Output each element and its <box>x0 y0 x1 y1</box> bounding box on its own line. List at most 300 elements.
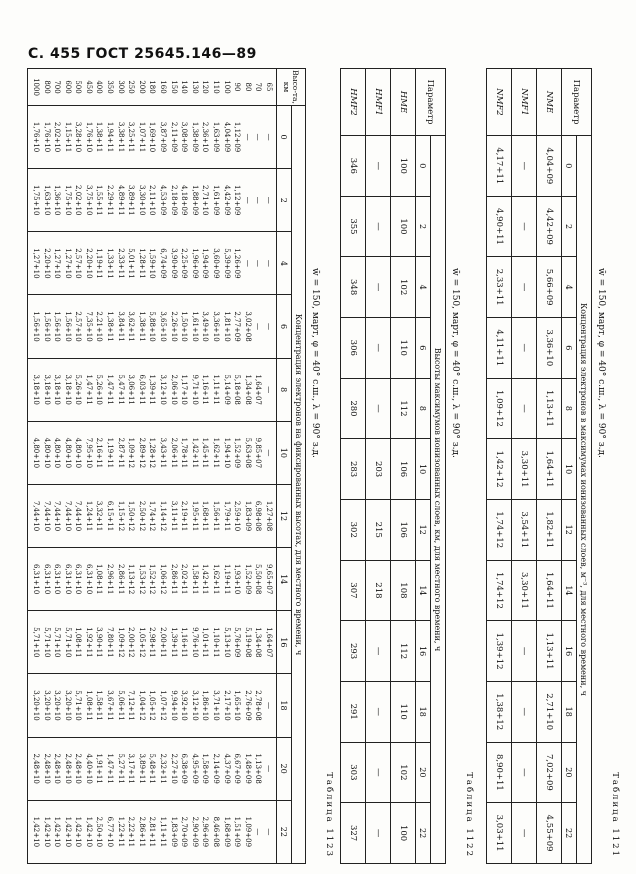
table-cell: — <box>265 386 273 394</box>
table-cell: 6,31+10 <box>63 563 72 595</box>
page-header: С. 455 ГОСТ 25645.146—89 <box>28 46 257 62</box>
table-cell: 3,17+11 <box>127 753 136 784</box>
table-cell: 1,59+10 <box>148 248 157 279</box>
table-cell: 1,56+10 <box>31 311 40 342</box>
table-cell: 7,44+10 <box>31 500 40 532</box>
table-cell: 1,56+11 <box>212 500 221 532</box>
table-cell: — <box>512 317 537 378</box>
hour-header: 8 <box>416 378 431 439</box>
table-cell: 1,34+08 <box>243 374 252 405</box>
table-cell: 9,65+07 <box>265 563 273 595</box>
table-cell: 4,80+10 <box>31 437 40 469</box>
table-cell: 291 <box>341 681 366 742</box>
table-cell: 1,39+11 <box>148 374 157 405</box>
table-cell: 2,11+10 <box>148 185 157 216</box>
table-cell: 1,47+11 <box>106 753 115 784</box>
table-cell: 2,98+11 <box>148 627 157 658</box>
table-cell: 1,42+10 <box>63 816 72 848</box>
table-cell: 5,27+11 <box>116 753 125 784</box>
hour-header: 22 <box>277 800 292 863</box>
table-cell: 1,94+10 <box>222 437 231 469</box>
table-cell: — <box>512 257 537 318</box>
hour-header: 18 <box>277 674 292 737</box>
table-cell: 2,14+09 <box>212 753 221 784</box>
table-cell: 5,71+10 <box>74 690 83 721</box>
table-cell: — <box>265 765 273 773</box>
table-cell: 1,42+10 <box>84 816 93 848</box>
table-cell: 1,04+12 <box>137 690 146 721</box>
table-cell: — <box>254 323 263 331</box>
table-cell: 6,67+09 <box>233 753 242 784</box>
table-cell: — <box>366 803 391 864</box>
table-cell: 1,27+10 <box>63 248 72 279</box>
table-cell: 1,83+09 <box>243 500 252 532</box>
table-cell: 5,66+09 <box>537 257 562 318</box>
table-cell: 1,51+09 <box>233 816 242 848</box>
table-cell: 2,71+10 <box>201 185 210 216</box>
table-cell: 2,36+10 <box>201 121 210 153</box>
height-value: 500 <box>74 80 83 94</box>
table-cell: 5,47+11 <box>116 374 125 405</box>
value-column <box>28 169 277 232</box>
table-cell: 2,96+11 <box>106 563 115 595</box>
table-cell: 3,20+10 <box>63 690 72 721</box>
table-cell: 2,33+11 <box>487 257 512 318</box>
table-cell: 3,60+09 <box>212 248 221 279</box>
table-cell: — <box>366 196 391 257</box>
table-cell: 5,63+08 <box>243 437 252 469</box>
table-cell: 5,18+08 <box>233 374 242 405</box>
table-cell: 4,04+09 <box>222 121 231 153</box>
table-cell: 5,50+08 <box>254 563 263 595</box>
table-cell: 2,70+09 <box>180 816 189 848</box>
table-cell: 5,39+09 <box>222 248 231 279</box>
hour-header: 6 <box>562 317 577 378</box>
height-value: 250 <box>127 80 136 94</box>
table-cell: 3,43+11 <box>159 437 168 469</box>
table-cell: 1,38+11 <box>106 311 115 342</box>
row-param-name: HME <box>391 69 416 136</box>
table-cell: 1,63+10 <box>42 185 51 216</box>
table-cell: 1,61+09 <box>212 185 221 216</box>
table-cell: 1,38+09 <box>190 121 199 153</box>
table-cell: 4,42+09 <box>222 185 231 216</box>
table-cell: 1,05+12 <box>148 690 157 721</box>
table-cell: 4,04+09 <box>537 136 562 197</box>
table-cell: 1,47+11 <box>84 374 93 405</box>
value-column <box>28 421 277 484</box>
t3-height-header: Высо-та, км <box>277 69 306 106</box>
table-cell: 6,31+10 <box>31 563 40 595</box>
table-cell: 2,59+10 <box>233 500 242 532</box>
table-cell: 4,80+10 <box>42 437 51 469</box>
table-cell: 6,77+10 <box>106 816 115 848</box>
value-column <box>28 611 277 674</box>
value-column <box>28 800 277 863</box>
table-cell: 1,09+09 <box>243 816 252 848</box>
table-1123-grid <box>27 68 306 864</box>
table-cell: 2,86+11 <box>116 563 125 595</box>
table-cell: 1,08+11 <box>74 627 83 658</box>
table-cell: 4,42+09 <box>537 196 562 257</box>
table-cell: 2,16+11 <box>95 437 104 469</box>
table-cell: 112 <box>391 621 416 682</box>
table-cell: 1,74+12 <box>487 560 512 621</box>
table-cell: 3,18+10 <box>53 374 62 405</box>
table-cell: 1,08+11 <box>95 563 104 595</box>
table-cell: 1,12+09 <box>233 185 242 216</box>
hour-header: 20 <box>562 742 577 803</box>
hour-header: 14 <box>562 560 577 621</box>
table-cell: — <box>366 742 391 803</box>
table-cell: 3,12+10 <box>159 374 168 405</box>
table-cell: 1,50+12 <box>127 500 136 532</box>
table-cell: 3,18+10 <box>42 374 51 405</box>
table-row <box>341 69 366 864</box>
hour-header: 16 <box>277 611 292 674</box>
table-cell: — <box>366 681 391 742</box>
table-cell: 3,20+10 <box>53 690 62 721</box>
table-cell: 1,19+11 <box>106 437 115 469</box>
table-cell: 1,15+11 <box>63 121 72 153</box>
hour-header: 4 <box>277 232 292 295</box>
table-cell: 2,18+09 <box>169 185 178 216</box>
table-cell: — <box>265 196 273 204</box>
table-cell: 4,89+11 <box>116 185 125 216</box>
table-cell: 5,13+10 <box>222 627 231 658</box>
table-cell: 2,48+10 <box>74 753 83 784</box>
height-value: 150 <box>169 80 178 94</box>
table-cell: 2,27+10 <box>169 753 178 784</box>
row-param-name: HMF2 <box>341 69 366 136</box>
heights-column <box>28 69 277 106</box>
table-cell: 1,42+11 <box>190 437 199 469</box>
height-value: 180 <box>148 80 157 94</box>
table-cell: 2,57+10 <box>74 311 83 342</box>
table-cell: 1,07+11 <box>137 121 146 153</box>
table-cell: — <box>512 803 537 864</box>
table-cell: 8,90+11 <box>487 742 512 803</box>
table-cell: 1,13+12 <box>127 563 136 595</box>
table-cell: — <box>243 133 252 141</box>
table-cell: 2,32+11 <box>159 753 168 784</box>
row-param-name: NME <box>537 69 562 136</box>
height-value: 450 <box>84 80 93 94</box>
table-cell: 2,86+11 <box>169 563 178 595</box>
table-cell: 5,26+10 <box>74 374 83 405</box>
hour-header: 2 <box>416 196 431 257</box>
table-cell: 2,87+11 <box>116 437 125 469</box>
table-cell: 3,92+10 <box>180 690 189 721</box>
table-cell: 2,06+10 <box>169 374 178 405</box>
table-cell: 110 <box>391 317 416 378</box>
table-1122-grid <box>340 68 446 864</box>
table-cell: 1,12+09 <box>233 121 242 153</box>
table-cell: 6,31+10 <box>42 563 51 595</box>
table-cell: 1,79+11 <box>222 500 231 532</box>
table-cell: 1,01+11 <box>201 627 210 658</box>
t3-span-header: Концентрация электронов на фиксированных высотах, для местного времени, ч <box>292 106 306 864</box>
table-cell: 346 <box>341 136 366 197</box>
table-cell: 1,27+08 <box>265 500 273 532</box>
table-cell: 1,11+11 <box>212 374 221 405</box>
table-cell: 2,29+11 <box>106 185 115 216</box>
table-cell: 1,58+09 <box>201 753 210 784</box>
table-cell: 3,30+10 <box>137 185 146 216</box>
hour-header: 16 <box>562 621 577 682</box>
table-cell: 327 <box>341 803 366 864</box>
table-cell: 1,52+09 <box>233 437 242 469</box>
table-cell: 1,76+10 <box>84 121 93 153</box>
table-cell: 348 <box>341 257 366 318</box>
hour-header: 2 <box>277 169 292 232</box>
table-cell: 1,58+11 <box>95 690 104 721</box>
table-cell: 1,94+09 <box>201 248 210 279</box>
table-cell: 2,48+10 <box>31 753 40 784</box>
table-cell: 2,48+10 <box>42 753 51 784</box>
table-cell: 4,11+11 <box>487 317 512 378</box>
table-cell: 9,76+10 <box>190 627 199 658</box>
table-cell: 1,68+09 <box>222 816 231 848</box>
hour-header: 2 <box>562 196 577 257</box>
table-cell: 7,44+10 <box>42 500 51 532</box>
hour-header: 18 <box>416 681 431 742</box>
table-cell: 6,31+10 <box>84 563 93 595</box>
table-cell: 2,00+11 <box>159 627 168 658</box>
table-cell: 303 <box>341 742 366 803</box>
table-cell: 7,02+09 <box>537 742 562 803</box>
table-cell: 3,36+10 <box>537 317 562 378</box>
table-cell: 2,89+12 <box>137 437 146 469</box>
table-cell: 1,08+11 <box>84 690 93 721</box>
table-cell: 3,75+10 <box>84 185 93 216</box>
table-cell: 2,20+10 <box>42 248 51 279</box>
table-row <box>366 69 391 864</box>
table-cell: 1,63+09 <box>212 121 221 153</box>
table-cell: 1,52+09 <box>243 563 252 595</box>
table-cell: 9,71+10 <box>190 374 199 405</box>
table-cell: — <box>512 136 537 197</box>
table-cell: 1,81+10 <box>222 311 231 342</box>
table-cell: 1,09+12 <box>127 437 136 469</box>
table-cell: 1,42+10 <box>31 816 40 848</box>
hour-header: 18 <box>562 681 577 742</box>
table-cell: 2,76+09 <box>243 690 252 721</box>
table-cell: 1,64+11 <box>537 560 562 621</box>
table-cell: 5,88+10 <box>148 311 157 342</box>
table-cell: 6,38+09 <box>180 753 189 784</box>
table-cell: 1,06+12 <box>159 563 168 595</box>
hour-header: 6 <box>416 317 431 378</box>
t2-param-header: Параметр <box>416 69 446 136</box>
table-cell: 3,03+11 <box>487 803 512 864</box>
table-cell: 2,21+10 <box>95 311 104 342</box>
table-cell: — <box>265 323 273 331</box>
table-cell: 1,39+11 <box>169 627 178 658</box>
height-value: 700 <box>53 80 62 94</box>
table-cell: 1,13+11 <box>537 621 562 682</box>
table-cell: 1,17+10 <box>180 374 189 405</box>
table-cell: 3,49+10 <box>201 311 210 342</box>
table-cell: 1,75+10 <box>63 185 72 216</box>
table-cell: 1,33+11 <box>106 248 115 279</box>
table-cell: 1,93+10 <box>233 563 242 595</box>
table-cell: 1,10+11 <box>212 627 221 658</box>
table-cell: 8,46+08 <box>212 816 221 848</box>
table-cell: 4,18+09 <box>180 185 189 216</box>
table-cell: — <box>366 136 391 197</box>
table-cell: 9,85+07 <box>254 437 263 469</box>
table-cell: 1,15+12 <box>116 500 125 532</box>
table-cell: — <box>254 133 263 141</box>
table-cell: 4,95+09 <box>190 753 199 784</box>
table-cell: 3,67+11 <box>106 690 115 721</box>
table-cell: 1,68+11 <box>201 500 210 532</box>
hour-header: 10 <box>416 439 431 500</box>
table-cell: 1,05+12 <box>137 627 146 658</box>
height-value: 600 <box>63 80 72 94</box>
table-cell: 1,48+09 <box>243 753 252 784</box>
table-cell: 6,74+09 <box>159 248 168 279</box>
table-cell: 1,58+11 <box>190 563 199 595</box>
table-cell: 1,96+09 <box>190 248 199 279</box>
table-cell: 2,81+11 <box>148 816 157 848</box>
height-value: 90 <box>233 82 242 92</box>
table-cell: — <box>265 133 273 141</box>
table-cell: 3,18+10 <box>31 374 40 405</box>
table-cell: 1,53+12 <box>137 563 146 595</box>
height-value: 130 <box>190 80 199 94</box>
table-cell: 2,96+09 <box>201 816 210 848</box>
table-cell: 4,55+09 <box>537 803 562 864</box>
table-cell: 1,64+11 <box>537 439 562 500</box>
row-param-name: NMF2 <box>487 69 512 136</box>
table-cell: 2,02+11 <box>180 563 189 595</box>
table-cell: 1,14+12 <box>159 500 168 532</box>
table-cell: 2,19+11 <box>180 500 189 532</box>
table-cell: 1,42+10 <box>74 816 83 848</box>
table-cell: 1,82+11 <box>537 499 562 560</box>
hour-header: 22 <box>416 803 431 864</box>
table-cell: 2,00+12 <box>127 627 136 658</box>
table-row <box>487 69 512 864</box>
hour-header: 6 <box>277 295 292 358</box>
table-cell: 1,28+12 <box>148 437 157 469</box>
t3-label: Таблица 1123 <box>324 772 334 858</box>
table-cell: 1,27+10 <box>53 248 62 279</box>
table-cell: 1,61+10 <box>190 311 199 342</box>
table-cell: 3,30+11 <box>512 439 537 500</box>
height-value: 200 <box>137 80 146 94</box>
table-cell: 1,74+12 <box>148 500 157 532</box>
table-cell: 7,44+10 <box>74 500 83 532</box>
table-cell: 3,08+09 <box>180 121 189 153</box>
table-cell: 302 <box>341 499 366 560</box>
table-cell: 2,25+09 <box>180 248 189 279</box>
table-cell: 7,95+10 <box>84 437 93 469</box>
table-cell: 4,80+10 <box>53 437 62 469</box>
table-cell: 1,13+11 <box>537 378 562 439</box>
height-value: 80 <box>243 82 252 92</box>
table-cell: 1,94+11 <box>106 121 115 153</box>
table-cell: 2,90+09 <box>190 816 199 848</box>
table-cell: 2,50+12 <box>137 500 146 532</box>
table-cell: 4,17+11 <box>487 136 512 197</box>
table-cell: 5,71+10 <box>31 627 40 658</box>
table-cell: 4,80+10 <box>74 437 83 469</box>
table-1121-grid <box>486 68 592 864</box>
table-cell: 9,94+10 <box>169 690 178 721</box>
table-cell: 2,50+10 <box>95 816 104 848</box>
table-cell: 1,86+10 <box>201 690 210 721</box>
table-cell: 1,88+09 <box>190 185 199 216</box>
table-cell: 106 <box>391 499 416 560</box>
table-cell: 2,22+11 <box>127 816 136 848</box>
table-cell: 1,52+12 <box>148 563 157 595</box>
table-cell: 1,42+11 <box>201 563 210 595</box>
table-cell: 100 <box>391 803 416 864</box>
table-cell: 203 <box>366 439 391 500</box>
table-cell: 1,34+08 <box>254 627 263 658</box>
table-cell: 7,44+10 <box>63 500 72 532</box>
t3-condition: w̄ = 150, март, φ = 40° с.ш., λ = 90° з.д. <box>310 268 320 458</box>
table-cell: 4,37+09 <box>222 753 231 784</box>
table-cell: 3,87+09 <box>159 121 168 153</box>
table-cell: 293 <box>341 621 366 682</box>
table-cell: 7,12+11 <box>127 690 136 721</box>
table-cell: 1,62+11 <box>212 563 221 595</box>
table-cell: 3,30+11 <box>512 560 537 621</box>
table-cell: 6,98+08 <box>254 500 263 532</box>
table-cell: 1,16+11 <box>180 627 189 658</box>
table-cell: 3,71+10 <box>212 690 221 721</box>
table-cell: 1,11+11 <box>159 816 168 848</box>
table-cell: 106 <box>391 439 416 500</box>
table-cell: 100 <box>391 196 416 257</box>
table-cell: 1,76+10 <box>42 121 51 153</box>
table-cell: 2,26+10 <box>169 311 178 342</box>
table-cell: — <box>512 621 537 682</box>
height-value: 140 <box>180 80 189 94</box>
table-cell: 110 <box>391 681 416 742</box>
table-cell: 5,71+10 <box>53 627 62 658</box>
table-row <box>391 69 416 864</box>
table-cell: 1,38+11 <box>95 121 104 153</box>
table-cell: 1,74+12 <box>487 499 512 560</box>
table-cell: 112 <box>391 378 416 439</box>
value-column <box>28 358 277 421</box>
table-cell: 102 <box>391 742 416 803</box>
t1-param-header: Параметр <box>562 69 592 136</box>
table-cell: 6,31+10 <box>53 563 62 595</box>
table-cell: 3,90+09 <box>169 248 178 279</box>
t1-span-header: Концентрация электронов в максимумах ионизованных слоев, м⁻³, для местного времени, ч <box>577 136 592 864</box>
table-cell: 2,48+10 <box>53 753 62 784</box>
value-column <box>28 232 277 295</box>
table-cell: 1,83+09 <box>169 816 178 848</box>
table-cell: — <box>254 828 263 836</box>
table-cell: 2,78+08 <box>254 690 263 721</box>
hour-header: 4 <box>562 257 577 318</box>
table-cell: 1,91+11 <box>95 753 104 784</box>
t2-condition: w̄ = 150, март, φ = 40° с.ш., λ = 90° з.д. <box>450 268 460 458</box>
hour-header: 0 <box>416 136 431 197</box>
table-cell: 1,65+10 <box>233 690 242 721</box>
table-cell: 3,02+08 <box>243 311 252 342</box>
table-cell: 102 <box>391 257 416 318</box>
table-cell: 5,06+11 <box>116 690 125 721</box>
table-cell: 100 <box>391 136 416 197</box>
